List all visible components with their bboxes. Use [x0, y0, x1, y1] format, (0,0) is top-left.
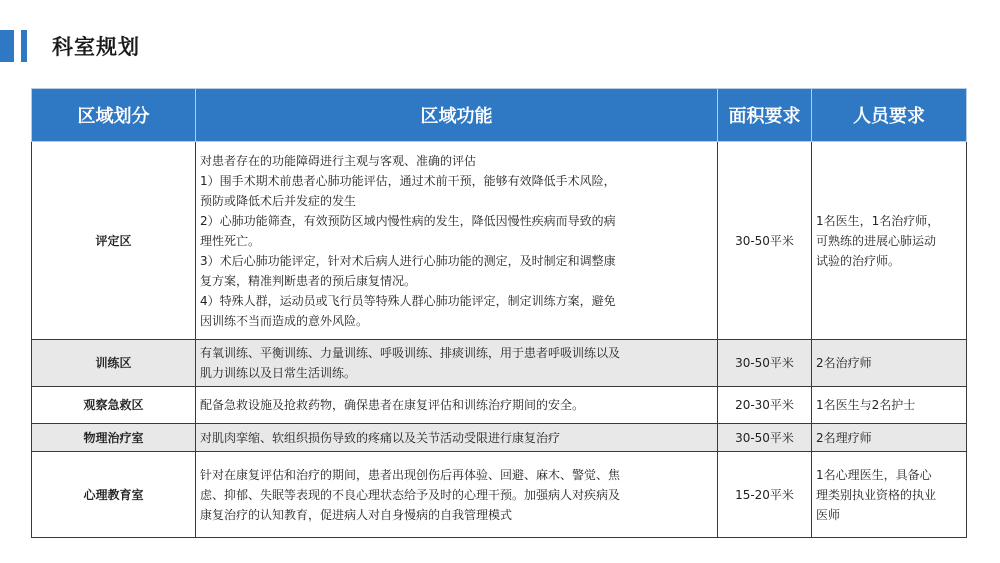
- area-cell: 30-50平米: [718, 142, 812, 340]
- function-line: 配备急救设施及抢救药物，确保患者在康复评估和训练治疗期间的安全。: [200, 398, 585, 412]
- area-cell: 20-30平米: [718, 387, 812, 424]
- function-line: 虑、抑郁、失眠等表现的不良心理状态给予及时的心理干预。加强病人对疾病及: [200, 487, 621, 502]
- staff-cell: [812, 142, 967, 340]
- function-line: 3）术后心肺功能评定，针对术后病人进行心肺功能的测定，及时制定和调整康: [200, 253, 616, 268]
- table-row: [32, 452, 967, 538]
- zone-cell: 评定区: [32, 142, 196, 340]
- staff-cell: [812, 452, 967, 538]
- function-line: 4）特殊人群，运动员或飞行员等特殊人群心肺功能评定，制定训练方案，避免: [200, 293, 616, 308]
- staff-cell: [812, 424, 967, 452]
- zone-cell: 心理教育室: [32, 452, 196, 538]
- staff-line: 医师: [816, 507, 841, 522]
- table-row: [32, 142, 967, 340]
- table-row: [32, 387, 967, 424]
- function-cell: [196, 142, 718, 340]
- staff-line: 1名医生与2名护士: [816, 398, 916, 412]
- function-cell: [196, 387, 718, 424]
- page-title: 科室规划: [52, 35, 140, 59]
- zone-cell: 观察急救区: [32, 387, 196, 424]
- staff-line: 可熟练的进展心肺运动: [816, 233, 937, 248]
- function-cell: [196, 424, 718, 452]
- function-line: 理性死亡。: [200, 233, 261, 248]
- column-header-staff: 人员要求: [812, 89, 967, 142]
- title-accent-bar-thin: [21, 30, 27, 62]
- function-line: 因训练不当而造成的意外风险。: [200, 313, 369, 328]
- staff-line: 1名心理医生，具备心: [816, 467, 932, 482]
- staff-line: 1名医生，1名治疗师，: [816, 213, 940, 228]
- area-cell: 30-50平米: [718, 424, 812, 452]
- staff-line: 2名治疗师: [816, 356, 872, 370]
- function-line: 对肌肉挛缩、软组织损伤导致的疼痛以及关节活动受限进行康复治疗: [200, 430, 561, 445]
- area-cell: 30-50平米: [718, 340, 812, 387]
- function-line: 肌力训练以及日常生活训练。: [200, 366, 357, 380]
- table-row: [32, 340, 967, 387]
- function-line: 预防或降低术后并发症的发生: [200, 193, 357, 208]
- function-line: 复方案，精准判断患者的预后康复情况。: [200, 273, 417, 288]
- staff-cell: [812, 387, 967, 424]
- staff-line: 理类别执业资格的执业: [816, 487, 937, 502]
- area-cell: 15-20平米: [718, 452, 812, 538]
- column-header-area: 面积要求: [718, 89, 812, 142]
- column-header-function: 区域功能: [196, 89, 718, 142]
- staff-line: 试验的治疗师。: [816, 253, 901, 268]
- staff-line: 2名理疗师: [816, 430, 872, 445]
- table-header-row: [32, 89, 967, 142]
- function-line: 1）围手术期术前患者心肺功能评估，通过术前干预，能够有效降低手术风险，: [200, 173, 616, 188]
- zone-cell: 物理治疗室: [32, 424, 196, 452]
- department-plan-table: [31, 88, 967, 538]
- function-line: 有氧训练、平衡训练、力量训练、呼吸训练、排痰训练，用于患者呼吸训练以及: [200, 346, 621, 360]
- zone-cell: 训练区: [32, 340, 196, 387]
- function-line: 2）心肺功能筛查，有效预防区域内慢性病的发生，降低因慢性疾病而导致的病: [200, 213, 616, 228]
- function-cell: [196, 340, 718, 387]
- function-line: 康复治疗的认知教育，促进病人对自身慢病的自我管理模式: [200, 507, 513, 522]
- table-row: [32, 424, 967, 452]
- function-line: 对患者存在的功能障碍进行主观与客观、准确的评估: [200, 153, 477, 168]
- function-line: 针对在康复评估和治疗的期间，患者出现创伤后再体验、回避、麻木、警觉、焦: [200, 467, 621, 482]
- staff-cell: [812, 340, 967, 387]
- column-header-zone: 区域划分: [32, 89, 196, 142]
- function-cell: [196, 452, 718, 538]
- title-accent-bar: [0, 30, 14, 62]
